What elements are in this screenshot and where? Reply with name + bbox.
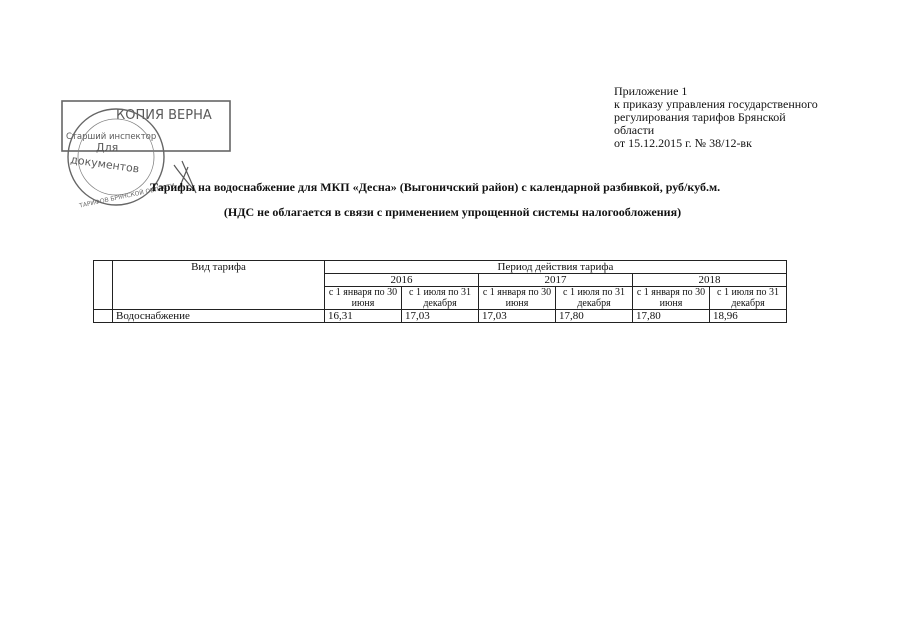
table-header-row	[94, 261, 787, 274]
col-header-period: Период действия тарифа	[325, 261, 787, 274]
svg-text:документов: документов	[69, 153, 141, 176]
half-second-header: с 1 июля по 31 декабря	[556, 287, 633, 310]
appendix-line: к приказу управления государственного	[614, 97, 818, 111]
document-title: Тарифы на водоснабжение для МКП «Десна» (Выгоничский район) с календарной разбивкой, руб/куб.м.	[150, 180, 721, 194]
index-cell	[94, 310, 113, 323]
year-header: 2017	[479, 274, 633, 287]
appendix-line: Приложение 1	[614, 84, 688, 98]
svg-text:ТАРИФОВ БРЯНСКОЙ ОБЛАСТИ: ТАРИФОВ БРЯНСКОЙ ОБЛАСТИ	[78, 182, 176, 210]
year-header: 2016	[325, 274, 479, 287]
tariff-value: 18,96	[710, 310, 787, 323]
tariff-value: 17,80	[556, 310, 633, 323]
index-cell	[94, 261, 113, 310]
half-second-header: с 1 июля по 31 декабря	[402, 287, 479, 310]
half-first-header: с 1 января по 30 июня	[633, 287, 710, 310]
half-first-header: с 1 января по 30 июня	[325, 287, 402, 310]
year-header: 2018	[633, 274, 787, 287]
table-row	[94, 310, 787, 323]
appendix-line: от 15.12.2015 г. № 38/12-вк	[614, 136, 752, 150]
tariff-value: 17,03	[479, 310, 556, 323]
svg-text:Старший инспектор: Старший инспектор	[66, 132, 157, 142]
tariff-value: 17,03	[402, 310, 479, 323]
row-label: Водоснабжение	[113, 310, 325, 323]
appendix-line: области	[614, 123, 655, 137]
col-header-type: Вид тарифа	[113, 261, 325, 310]
half-second-header: с 1 июля по 31 декабря	[710, 287, 787, 310]
svg-text:Для: Для	[96, 141, 119, 154]
document-subtitle: (НДС не облагается в связи с применением упрощенной системы налогообложения)	[223, 205, 682, 219]
tariff-value: 17,80	[633, 310, 710, 323]
tariff-value: 16,31	[325, 310, 402, 323]
tariff-table	[93, 260, 787, 323]
appendix-line: регулирования тарифов Брянской	[614, 110, 786, 124]
svg-text:КОПИЯ ВЕРНА: КОПИЯ ВЕРНА	[116, 108, 212, 123]
half-first-header: с 1 января по 30 июня	[479, 287, 556, 310]
appendix-block	[614, 85, 864, 150]
